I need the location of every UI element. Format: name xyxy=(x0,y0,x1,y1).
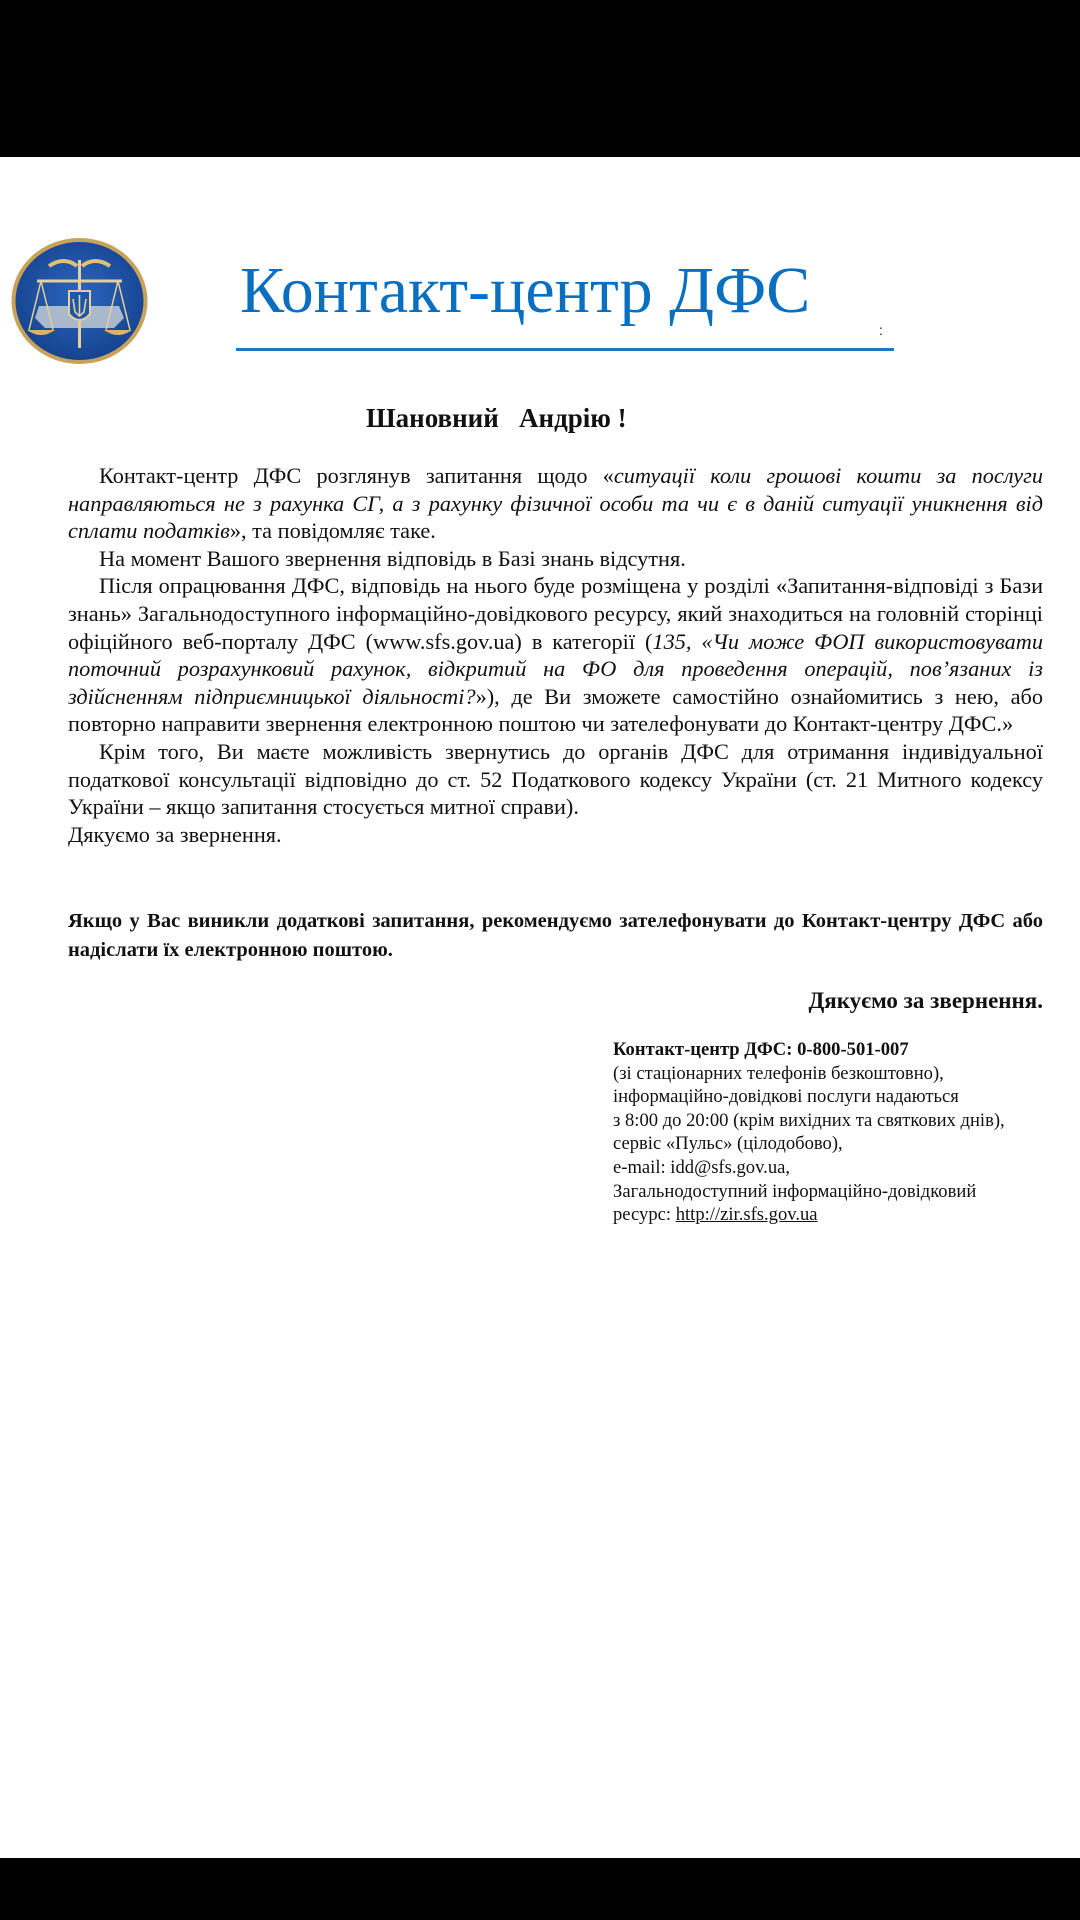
contact-resource xyxy=(613,1203,1053,1227)
paragraph-thanks: Дякуємо за звернення. xyxy=(68,821,282,847)
contact-info-block xyxy=(613,1038,1053,1227)
text: », та повідомляє таке. xyxy=(229,518,436,544)
contact-line: сервіс «Пульс» (цілодобово), xyxy=(613,1133,843,1155)
contact-line: (зі стаціонарних телефонів безкоштовно), xyxy=(613,1062,944,1084)
greeting: Шановний Андрію ! xyxy=(366,403,627,433)
text: »), де Ви зможете самостійно ознайомитись з нею, або повторно направити звернення електронною поштою чи зателефонувати до Контакт-центру ДФС.» xyxy=(68,683,1043,737)
text: Контакт-центр ДФС розглянув запитання щодо « xyxy=(99,463,614,488)
resource-link[interactable]: http://zir.sfs.gov.ua xyxy=(675,1204,818,1226)
closing-thanks: Дякуємо за звернення. xyxy=(808,988,1043,1013)
dfs-emblem-icon xyxy=(9,236,150,366)
contact-line: з 8:00 до 20:00 (крім вихідних та святкових днів), xyxy=(613,1109,1005,1131)
contact-heading: Контакт-центр ДФС: 0-800-501-007 xyxy=(613,1039,909,1060)
title-underline xyxy=(236,348,894,351)
resource-label: ресурс: xyxy=(613,1204,676,1226)
page-title: Контакт-центр ДФС xyxy=(240,254,811,327)
contact-email: e-mail: idd@sfs.gov.ua, xyxy=(613,1156,791,1178)
paragraph-status: На момент Вашого звернення відповідь в Базі знань відсутня. xyxy=(99,545,686,571)
paragraph-inquiry xyxy=(68,462,1043,545)
category-quote: 135, «Чи може ФОП використовувати поточний розрахунковий рахунок, відкритий на ФО для проведення операцій, пов’язаних із здійсненням підприємницької діяльності? xyxy=(68,628,1043,709)
paragraph-consultation: Крім того, Ви маєте можливість звернутись до органів ДФС для отримання індивідуальної податкової консультації відповідно до ст. 52 Податкового кодексу України (ст. 21 Митного кодексу України – якщо запитання стосується митної справи). xyxy=(68,738,1043,820)
title-suffix: : xyxy=(879,322,883,338)
contact-line: інформаційно-довідкові послуги надаються xyxy=(613,1086,959,1108)
top-black-bar xyxy=(0,0,1080,157)
additional-questions-note: Якщо у Вас виникли додаткові запитання, рекомендуємо зателефонувати до Контакт-центру ДФС або надіслати їх електронною поштою. xyxy=(68,910,1043,961)
contact-line: Загальнодоступний інформаційно-довідковий xyxy=(613,1180,977,1202)
bottom-black-bar xyxy=(0,1858,1080,1920)
inquiry-quote: ситуації коли грошові кошти за послуги направляються не з рахунка СГ, а з рахунку фізичної особи та чи є в даній ситуації уникнення від сплати податків xyxy=(68,463,1043,544)
paragraph-knowledge-base xyxy=(68,572,1043,738)
text: Після опрацювання ДФС, відповідь на нього буде розміщена у розділі «Запитання-відповіді з Бази знань» Загальнодоступного інформаційно-довідкового ресурсу, який знаходиться на головній сторінці офіційного веб-порталу ДФС (www.sfs.gov.ua) в категорії ( xyxy=(68,573,1043,654)
letter-body xyxy=(68,462,1043,848)
